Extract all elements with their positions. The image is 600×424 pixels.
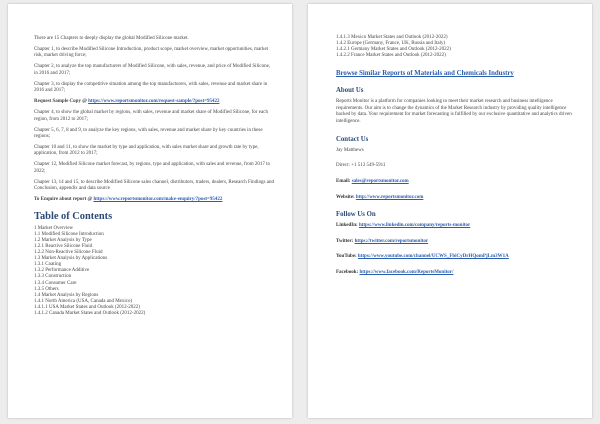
facebook-label: Facebook: [336,269,360,275]
follow-us-heading: Follow Us On [336,211,376,219]
linkedin-label: LinkedIn: [336,223,359,229]
toc-list-left [34,226,274,317]
toc-item: 1.1 Modified Silicone Introduction [34,231,104,237]
toc-item: 1.3.1 Coating [34,262,62,268]
toc-item: 1.2.2 Non-Reactive Silicone Fluid [34,250,103,256]
request-sample-line [34,99,274,105]
toc-item: 1.4.1.3 Mexico Market States and Outlook (2012-2022) [336,35,448,40]
twitter-label: Twitter: [336,238,355,244]
direct-phone: Direct: +1 513 549-5911 [336,163,386,169]
youtube-link[interactable]: https://www.youtube.com/channel/UCWS_FbiCyDrHQomPjLm3W1A [357,254,509,260]
website-link[interactable]: http://www.reportsmonitor.com [355,194,424,200]
browse-similar-reports-link[interactable]: Browse Similar Reports of Materials and Chemicals Industry [336,70,514,78]
chapter-12-paragraph: Chapter 12, Modified Silicone market forecast, by regions, type and application, with sales and revenue, from 2017 to 2022; [34,162,271,174]
chapter-10-11-paragraph: Chapter 10 and 11, to show the market by type and application, with sales market share and growth rate by type, application, from 2012 to 2017; [34,145,259,157]
website-label: Website: [336,194,356,200]
toc-item: 1.4.1.1 USA Market States and Outlook (2012-2022) [34,304,140,310]
toc-item: 1.4.2.1 Germany Market States and Outlook (2012-2022) [336,47,451,53]
enquire-link[interactable]: https://www.reportsmonitor.com/make-enquiry/?post=95422 [93,197,223,203]
website-line [336,195,574,202]
intro-paragraph: There are 15 Chapters to deeply display the global Modified Silicone market. [34,36,189,41]
facebook-line [336,270,574,277]
facebook-link[interactable]: https://www.facebook.com/ReportsMonitor/ [359,269,454,275]
enquire-line [34,197,274,203]
chapter-5-9-paragraph: Chapter 5, 6, 7, 8 and 9, to analyze the key regions, with sales, revenue and market share by key countries in these regions; [34,127,263,140]
request-sample-link[interactable]: https://www.reportsmonitor.com/request-sample/?post=95422 [88,99,220,105]
toc-item: 1.2.1 Reactive Silicone Fluid [34,243,93,249]
toc-item: 1.4 Market Analysis by Regions [34,292,99,298]
twitter-link[interactable]: https://twitter.com/reportsmonitor [354,238,429,244]
toc-item: 1 Market Overview [34,225,74,231]
toc-heading: Table of Contents [34,210,113,222]
chapter-1-paragraph: Chapter 1, to describe Modified Silicone Introduction, product scope, market overview, market opportunities, market risk, market driving force; [34,47,269,59]
toc-list-right [336,35,574,59]
chapter-3-paragraph: Chapter 3, to display the competitive situation among the top manufacturers, with sales, revenue and market share in 2016 and 2017; [34,81,268,94]
document-page-right [308,4,592,418]
toc-item: 1.4.1 North America (USA, Canada and Mexico) [34,298,133,304]
toc-item: 1.4.1.2 Canada Market States and Outlook (2012-2022) [34,310,146,316]
linkedin-link[interactable]: https://www.linkedin.com/company/reports-monitor [358,223,471,229]
contact-us-heading: Contact Us [336,136,369,143]
email-link[interactable]: sales@reportsmonitor.com [351,179,409,184]
toc-item: 1.3.3 Construction [34,274,72,280]
toc-item: 1.3.4 Consumer Care [34,280,77,286]
about-us-text: Reports Monitor is a platform for companies looking to meet their market research and business intelligence requirements. Our aim is to change the dynamics of the Market Research industry by providing quality intelligence backed by data. Your requirement for market forecasting is fulfilled by our exclusive quantitative and analytics driven intelligence. [336,99,572,124]
toc-item: 1.3.5 Others [34,286,59,292]
email-line [336,179,574,186]
chapter-4-paragraph: Chapter 4, to show the global market by regions, with sales, revenue and market share of Modified Silicone, for each region, from 2012 to 2017; [34,110,268,122]
toc-item: 1.4.2 Europe (Germany, France, UK, Russia and Italy) [336,41,446,47]
email-label: Email: [336,179,352,184]
chapter-2-paragraph: Chapter 2, to analyze the top manufacturers of Modified Silicone, with sales, revenue, and price of Modified Silicone, in 2016 and 2017; [34,64,271,76]
youtube-line [336,254,574,261]
youtube-label: YouTube: [336,254,358,260]
toc-item: 1.4.2.2 France Market States and Outlook (2012-2022) [336,53,446,59]
document-page-left [8,4,292,418]
request-sample-label: Request Sample Copy @ [34,99,89,105]
linkedin-line [336,223,574,230]
about-us-heading: About Us [336,87,364,95]
toc-item: 1.3 Market Analysis by Applications [34,256,108,262]
chapter-13-15-paragraph: Chapter 13, 14 and 15, to describe Modified Silicone sales channel, distributors, traders, dealers, Research Findings and Conclusion, appendix and data source [34,179,274,192]
twitter-line [336,239,574,246]
toc-item: 1.2 Market Analysis by Type [34,237,92,243]
toc-item: 1.3.2 Performance Additive [34,268,90,274]
contact-name: Jay Matthews [336,148,364,153]
enquire-label: To Enquire about report @ [34,197,94,203]
